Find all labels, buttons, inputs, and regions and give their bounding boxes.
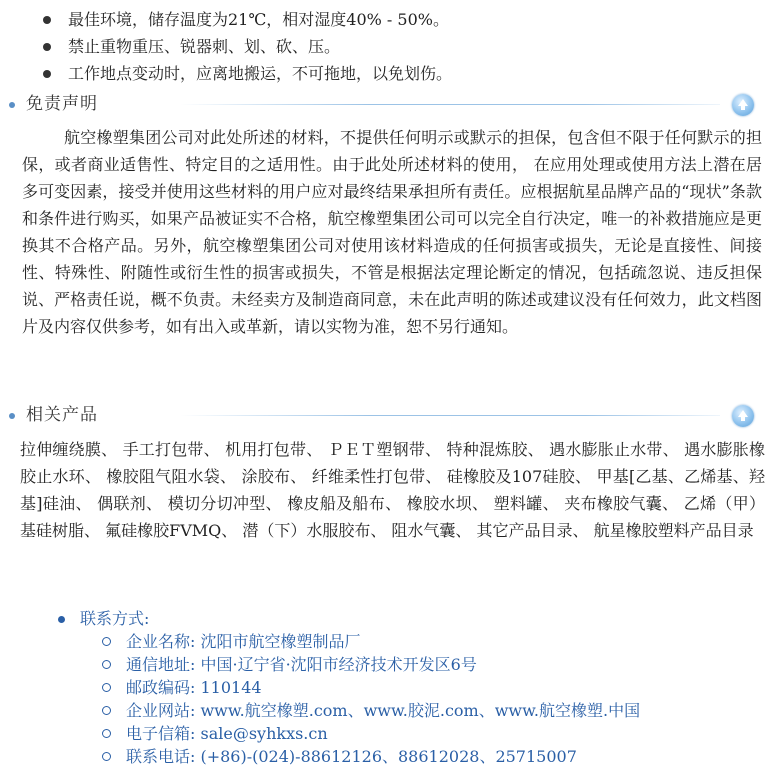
contact-item-email[interactable]	[102, 722, 758, 745]
contact-heading-text: 联系方式:	[80, 609, 150, 628]
circle-bullet-icon	[102, 683, 111, 692]
contact-heading	[58, 608, 758, 630]
contact-item-text: 通信地址: 中国·辽宁省·沈阳市经济技术开发区6号	[126, 655, 477, 674]
section-dot-icon	[9, 102, 15, 108]
section-title: 相关产品	[26, 405, 98, 425]
contact-item-company	[102, 630, 758, 653]
related-section-header	[0, 401, 770, 431]
section-title: 免责声明	[26, 94, 98, 114]
contact-item-text: 联系电话: (+86)-(024)-88612126、88612028、25715007	[126, 747, 577, 766]
circle-bullet-icon	[102, 660, 111, 669]
contact-list	[58, 630, 758, 768]
storage-note-text: 禁止重物重压、锐器刺、划、砍、压。	[68, 37, 341, 56]
contact-item-address	[102, 653, 758, 676]
disclaimer-text: 航空橡塑集团公司对此处所述的材料，不提供任何明示或默示的担保，包含但不限于任何默示的担保，或者商业适售性、特定目的之适用性。由于此处所述材料的使用， 在应用处理或使用方法上潜在居多可变因素，接受并使用这些材料的用户应对最终结果承担所有责任。应根据航星品牌产品的“现状”条款和条件进行购买，如果产品被证实不合格，航空橡塑集团公司可以完全自行决定，唯一的补救措施应是更换其不合格产品。另外，航空橡塑集团公司对使用该材料造成的任何损害或损失，无论是直接性、间接性、特殊性、附随性或衍生性的损害或损失，不管是根据法定理论断定的情况，包括疏忽说、违反担保说、严格责任说，概不负责。未经卖方及制造商同意，未在此声明的陈述或建议没有任何效力，此文档图片及内容仅供参考，如有出入或革新，请以实物为准，恕不另行通知。	[22, 128, 762, 336]
section-divider	[180, 104, 720, 105]
section-dot-icon	[9, 413, 15, 419]
contact-item-text: 邮政编码: 110144	[126, 678, 262, 697]
list-item	[40, 33, 760, 60]
contact-block	[58, 608, 758, 768]
bullet-icon	[43, 43, 51, 51]
storage-note-text: 工作地点变动时，应离地搬运，不可拖地，以免划伤。	[68, 64, 453, 83]
list-item	[40, 60, 760, 87]
circle-bullet-icon	[102, 706, 111, 715]
contact-item-phone	[102, 745, 758, 768]
bullet-icon	[43, 16, 51, 24]
bullet-icon	[43, 70, 51, 78]
contact-item-postcode	[102, 676, 758, 699]
section-divider	[180, 415, 720, 416]
arrow-up-circle-icon[interactable]	[732, 94, 754, 116]
contact-item-website[interactable]	[102, 699, 758, 722]
bullet-icon	[58, 616, 65, 623]
email-link[interactable]: 电子信箱: sale@syhkxs.cn	[126, 724, 328, 743]
contact-item-text: 企业名称: 沈阳市航空橡塑制品厂	[126, 632, 361, 651]
related-products-text: 拉伸缠绕膜、 手工打包带、 机用打包带、 ＰＥＴ塑钢带、 特种混炼胶、 遇水膨胀止水带、 遇水膨胀橡胶止水环、 橡胶阻气阻水袋、 涂胶布、 纤维柔性打包带、 硅橡胶及107硅胶、 甲基[乙基、乙烯基、羟基]硅油、 偶联剂、 模切分切冲型、 橡皮船及船布、 橡胶水坝、 塑料罐、 夹布橡胶气囊、 乙烯（甲）基硅树脂、 氟硅橡胶FVMQ、 潜（下）水服胶布、 阻水气囊、 其它产品目录、 航星橡胶塑料产品目录	[20, 440, 765, 540]
storage-note-text: 最佳环境，储存温度为21℃，相对湿度40% - 50%。	[68, 10, 449, 29]
circle-bullet-icon	[102, 729, 111, 738]
circle-bullet-icon	[102, 637, 111, 646]
website-links[interactable]: 企业网站: www.航空橡塑.com、www.胶泥.com、www.航空橡塑.中国	[126, 701, 641, 720]
arrow-up-circle-icon[interactable]	[732, 405, 754, 427]
storage-notes-list	[40, 6, 760, 87]
circle-bullet-icon	[102, 752, 111, 761]
disclaimer-section-header	[0, 90, 770, 120]
list-item	[40, 6, 760, 33]
